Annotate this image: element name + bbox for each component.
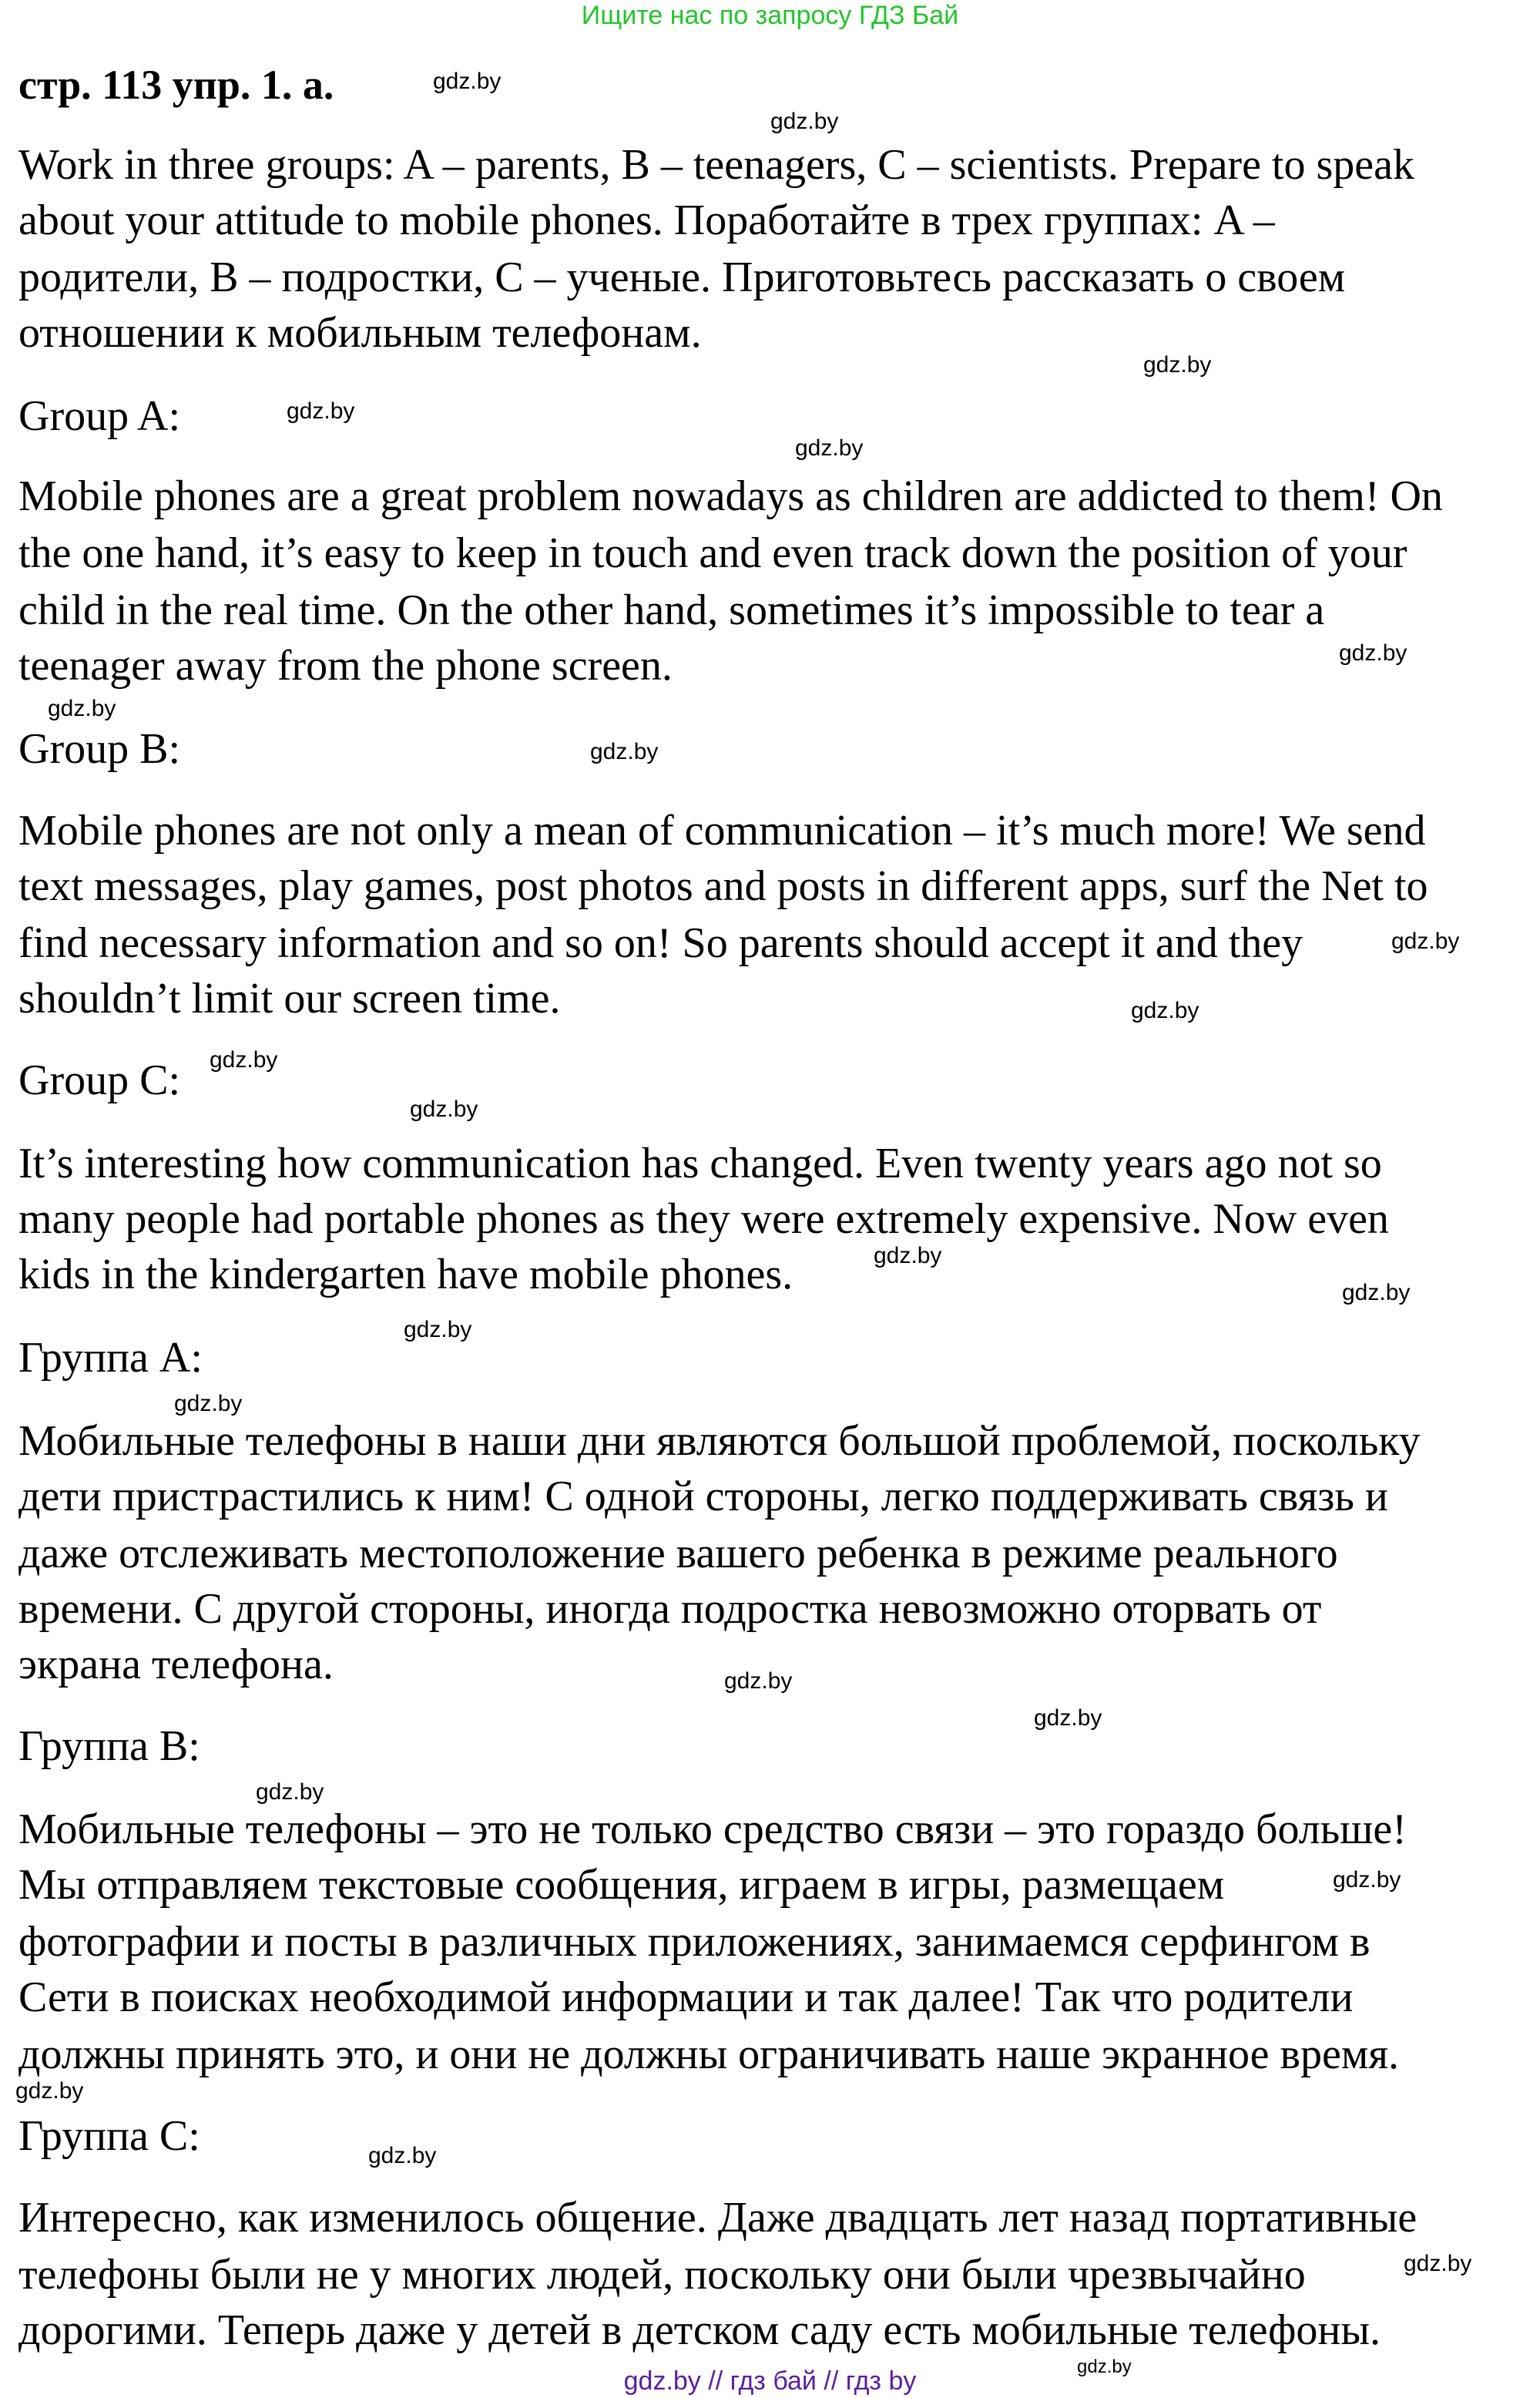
- watermark-text: gdz.by: [1131, 998, 1199, 1023]
- watermark-text: gdz.by: [1333, 1867, 1401, 1893]
- paragraph-line: text messages, play games, post photos and posts in different apps, surf the Net to: [18, 862, 1428, 910]
- group-label: Группа В:: [18, 1722, 200, 1770]
- watermark-text: gdz.by: [48, 696, 116, 721]
- paragraph-line: teenager away from the phone screen.: [18, 642, 673, 690]
- paragraph-line: дорогими. Теперь даже у детей в детском саду есть мобильные телефоны.: [18, 2306, 1381, 2354]
- paragraph-line: find necessary information and so on! So parents should accept it and they: [18, 919, 1303, 967]
- paragraph-line: Мы отправляем текстовые сообщения, играем в игры, размещаем: [18, 1861, 1225, 1909]
- paragraph-line: Мобильные телефоны – это не только средство связи – это гораздо больше!: [18, 1805, 1407, 1853]
- group-label: Group C:: [18, 1056, 180, 1104]
- watermark-text: gdz.by: [410, 1097, 478, 1122]
- top-banner[interactable]: Ищите нас по запросу ГДЗ Бай: [581, 1, 959, 30]
- paragraph-line: many people had portable phones as they were extremely expensive. Now even: [18, 1195, 1389, 1243]
- paragraph-line: Mobile phones are not only a mean of communication – it’s much more! We send: [18, 807, 1426, 855]
- watermark-text: gdz.by: [770, 109, 839, 134]
- watermark-text: gdz.by: [210, 1047, 278, 1073]
- paragraph-line: родители, B – подростки, C – ученые. Приготовьтесь рассказать о своем: [18, 254, 1346, 301]
- paragraph-line: должны принять это, и они не должны ограничивать наше экранное время.: [18, 2030, 1400, 2078]
- paragraph-line: Mobile phones are a great problem nowadays as children are addicted to them! On: [18, 472, 1443, 520]
- paragraph-line: It’s interesting how communication has changed. Even twenty years ago not so: [18, 1140, 1382, 1187]
- group-label: Group B:: [18, 725, 180, 773]
- watermark-text: gdz.by: [1077, 2356, 1132, 2377]
- watermark-text: gdz.by: [256, 1779, 324, 1805]
- watermark-text: gdz.by: [1391, 929, 1460, 954]
- watermark-text: gdz.by: [1339, 640, 1407, 666]
- watermark-text: gdz.by: [724, 1668, 793, 1694]
- paragraph-line: телефоны были не у многих людей, поскольку они были чрезвычайно: [18, 2251, 1306, 2299]
- watermark-text: gdz.by: [1404, 2251, 1472, 2276]
- paragraph-line: отношении к мобильным телефонам.: [18, 309, 702, 357]
- watermark-text: gdz.by: [404, 1317, 472, 1342]
- watermark-text: gdz.by: [433, 69, 502, 94]
- paragraph-line: экрана телефона.: [18, 1641, 334, 1688]
- group-label: Group A:: [18, 392, 180, 440]
- group-label: Группа С:: [18, 2112, 200, 2160]
- paragraph-line: Work in three groups: A – parents, B – teenagers, C – scientists. Prepare to speak: [18, 141, 1414, 189]
- paragraph-line: child in the real time. On the other hand, sometimes it’s impossible to tear a: [18, 586, 1325, 634]
- paragraph-line: Мобильные телефоны в наши дни являются большой проблемой, поскольку: [18, 1417, 1421, 1465]
- watermark-text: gdz.by: [1342, 1280, 1411, 1305]
- paragraph-line: the one hand, it’s easy to keep in touch and even track down the position of your: [18, 529, 1407, 577]
- page-heading: стр. 113 упр. 1. а.: [18, 62, 334, 108]
- paragraph-line: даже отслеживать местоположение вашего ребенка в режиме реального: [18, 1530, 1338, 1577]
- watermark-text: gdz.by: [287, 398, 355, 424]
- group-label: Группа А:: [18, 1334, 203, 1382]
- paragraph-line: about your attitude to mobile phones. Поработайте в трех группах: A –: [18, 196, 1275, 244]
- paragraph-line: shouldn’t limit our screen time.: [18, 975, 561, 1023]
- watermark-text: gdz.by: [795, 435, 864, 461]
- paragraph-line: дети пристрастились к ним! С одной стороны, легко поддерживать связь и: [18, 1473, 1388, 1520]
- paragraph-line: фотографии и посты в различных приложениях, занимаемся серфингом в: [18, 1918, 1371, 1966]
- watermark-text: gdz.by: [1034, 1705, 1102, 1731]
- paragraph-line: Сети в поисках необходимой информации и так далее! Так что родители: [18, 1973, 1354, 2021]
- paragraph-line: времени. С другой стороны, иногда подростка невозможно оторвать от: [18, 1585, 1322, 1633]
- watermark-text: gdz.by: [874, 1243, 942, 1268]
- watermark-text: gdz.by: [368, 2143, 437, 2168]
- watermark-text: gdz.by: [15, 2078, 84, 2104]
- paragraph-line: Интересно, как изменилось общение. Даже двадцать лет назад портативные: [18, 2194, 1418, 2242]
- watermark-text: gdz.by: [590, 739, 659, 764]
- footer-links[interactable]: gdz.by // гдз бай // гдз by: [623, 2366, 917, 2396]
- paragraph-line: kids in the kindergarten have mobile phones.: [18, 1251, 793, 1298]
- watermark-text: gdz.by: [174, 1391, 243, 1416]
- watermark-text: gdz.by: [1143, 352, 1212, 378]
